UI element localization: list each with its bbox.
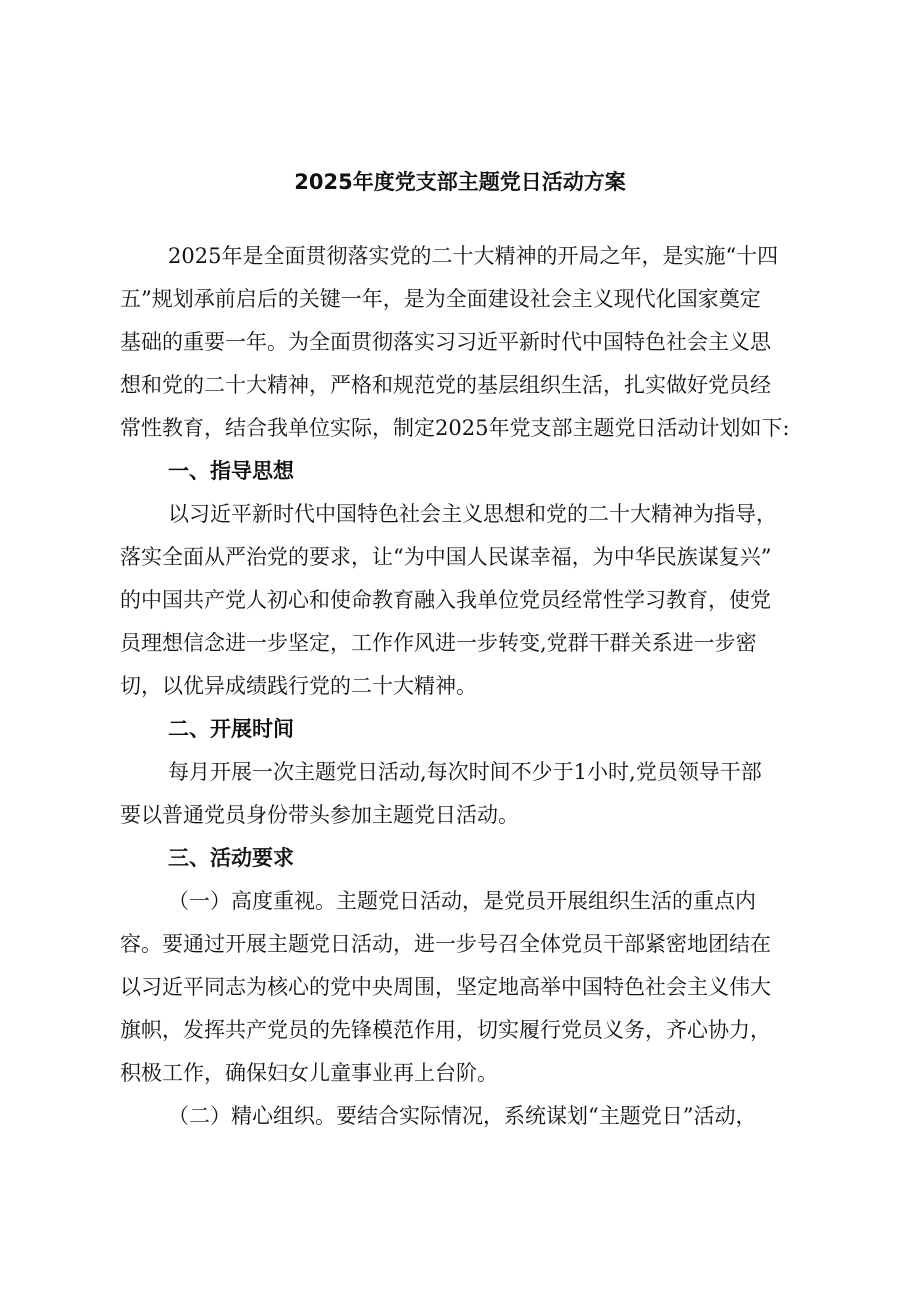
section3-item1-line: 容。要通过开展主题党日活动，进一步号召全体党员干部紧密地团结在 [120,932,771,956]
section-heading-guiding-ideology: 一、指导思想 [168,459,294,483]
section3-item1-line: 积极工作，确保妇女儿童事业再上台阶。 [120,1061,498,1085]
section3-item1-line: （一）高度重视。主题党日活动，是党员开展组织生活的重点内 [168,889,756,913]
section3-item1-line: 旗帜，发挥共产党员的先锋模范作用，切实履行党员义务，齐心协力， [120,1018,771,1042]
section-heading-schedule: 二、开展时间 [168,717,294,741]
intro-line: 五”规划承前启后的关键一年，是为全面建设社会主义现代化国家奠定 [120,287,761,311]
section1-line: 以习近平新时代中国特色社会主义思想和党的二十大精神为指导， [168,502,777,526]
intro-line: 2025年是全面贯彻落实党的二十大精神的开局之年，是实施“十四 [168,244,779,268]
section2-line: 要以普通党员身份带头参加主题党日活动。 [120,803,519,827]
section3-item2-line: （二）精心组织。要结合实际情况，系统谋划“主题党日”活动， [168,1104,757,1128]
intro-line: 想和党的二十大精神，严格和规范党的基层组织生活，扎实做好党员经 [120,373,771,397]
intro-line: 基础的重要一年。为全面贯彻落实习习近平新时代中国特色社会主义思 [120,330,771,354]
section1-line: 的中国共产党人初心和使命教育融入我单位党员经常性学习教育，使党 [120,588,771,612]
document-title: 2025年度党支部主题党日活动方案 [294,170,626,194]
section3-item1-line: 以习近平同志为核心的党中央周围，坚定地高举中国特色社会主义伟大 [120,975,771,999]
document-body [120,235,826,1138]
section2-line: 每月开展一次主题党日活动,每次时间不少于1小时,党员领导干部 [168,760,762,784]
section1-line: 员理想信念进一步坚定，工作作风进一步转变,党群干群关系进一步密 [120,631,757,655]
section-heading-requirements: 三、活动要求 [168,846,294,870]
section1-line: 切，以优异成绩践行党的二十大精神。 [120,674,477,698]
section1-line: 落实全面从严治党的要求，让“为中国人民谋幸福，为中华民族谋复兴” [120,545,772,569]
intro-line: 常性教育，结合我单位实际，制定2025年党支部主题党日活动计划如下: [120,416,790,440]
